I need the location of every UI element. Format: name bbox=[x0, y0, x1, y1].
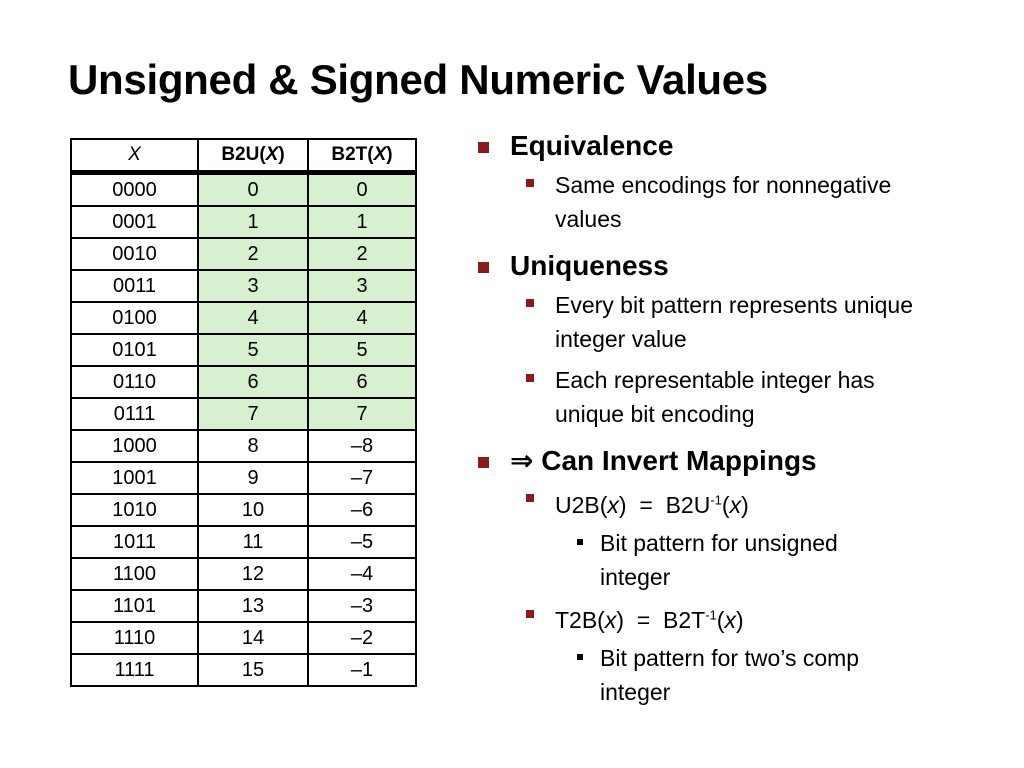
bullet-square-icon bbox=[526, 374, 534, 382]
cell-twos-comp: –4 bbox=[308, 558, 416, 590]
cell-unsigned: 13 bbox=[198, 590, 308, 622]
cell-unsigned: 6 bbox=[198, 366, 308, 398]
cell-unsigned: 2 bbox=[198, 238, 308, 270]
t2b-formula: $T2B(x) = B2T^{-1}(x)$ bbox=[555, 607, 744, 634]
cell-unsigned: 7 bbox=[198, 398, 308, 430]
bullet-square-icon bbox=[526, 610, 534, 618]
table-row bbox=[71, 590, 416, 622]
bullet-uniqueness: Uniqueness bbox=[474, 248, 1014, 284]
cell-unsigned: 11 bbox=[198, 526, 308, 558]
sub-bullet-uniqueness-2: Each representable integer has unique bit encoding bbox=[474, 363, 1014, 431]
cell-twos-comp: –5 bbox=[308, 526, 416, 558]
table-row bbox=[71, 238, 416, 270]
bullet-square-icon bbox=[478, 262, 489, 273]
cell-twos-comp: –3 bbox=[308, 590, 416, 622]
cell-twos-comp: 5 bbox=[308, 334, 416, 366]
cell-unsigned: 10 bbox=[198, 494, 308, 526]
bullet-square-icon bbox=[526, 299, 534, 307]
cell-unsigned: 14 bbox=[198, 622, 308, 654]
cell-bits: 1111 bbox=[71, 654, 198, 686]
cell-unsigned: 12 bbox=[198, 558, 308, 590]
cell-unsigned: 0 bbox=[198, 173, 308, 207]
cell-bits: 0111 bbox=[71, 398, 198, 430]
cell-unsigned: 1 bbox=[198, 206, 308, 238]
cell-twos-comp: 7 bbox=[308, 398, 416, 430]
table-row bbox=[71, 622, 416, 654]
bullet-equivalence: Equivalence bbox=[474, 128, 1014, 164]
table-row bbox=[71, 173, 416, 207]
bullet-small-square-icon bbox=[577, 539, 583, 545]
table-row bbox=[71, 526, 416, 558]
table-header-row bbox=[71, 139, 416, 173]
cell-twos-comp: –1 bbox=[308, 654, 416, 686]
bullet-small-square-icon bbox=[577, 654, 583, 660]
bullet-square-icon bbox=[478, 142, 489, 153]
cell-bits: 1101 bbox=[71, 590, 198, 622]
bullet-square-icon bbox=[526, 494, 534, 502]
table-row bbox=[71, 206, 416, 238]
cell-bits: 0010 bbox=[71, 238, 198, 270]
sub-bullet-t2b bbox=[474, 599, 1014, 638]
sub-sub-bullet-t2b: Bit pattern for two’s comp integer bbox=[474, 641, 1014, 709]
bullet-list bbox=[474, 128, 1014, 709]
cell-twos-comp: 3 bbox=[308, 270, 416, 302]
header-b2u: B2U(X) bbox=[198, 139, 308, 173]
cell-unsigned: 15 bbox=[198, 654, 308, 686]
cell-twos-comp: 1 bbox=[308, 206, 416, 238]
cell-bits: 0001 bbox=[71, 206, 198, 238]
cell-unsigned: 5 bbox=[198, 334, 308, 366]
cell-bits: 1011 bbox=[71, 526, 198, 558]
table-row bbox=[71, 462, 416, 494]
bullet-invert-mappings: ⇒ Can Invert Mappings bbox=[474, 443, 1014, 479]
cell-bits: 0110 bbox=[71, 366, 198, 398]
sub-bullet-u2b bbox=[474, 483, 1014, 522]
cell-bits: 1010 bbox=[71, 494, 198, 526]
cell-bits: 0011 bbox=[71, 270, 198, 302]
encoding-table bbox=[70, 138, 417, 687]
cell-bits: 1001 bbox=[71, 462, 198, 494]
bullet-square-icon bbox=[478, 457, 489, 468]
cell-twos-comp: 6 bbox=[308, 366, 416, 398]
table-row bbox=[71, 398, 416, 430]
sub-bullet-uniqueness-1: Every bit pattern represents unique integer value bbox=[474, 288, 1014, 356]
header-b2t: B2T(X) bbox=[308, 139, 416, 173]
table-row bbox=[71, 302, 416, 334]
cell-bits: 1100 bbox=[71, 558, 198, 590]
cell-unsigned: 9 bbox=[198, 462, 308, 494]
cell-bits: 0101 bbox=[71, 334, 198, 366]
sub-sub-bullet-u2b: Bit pattern for unsigned integer bbox=[474, 526, 1014, 594]
table-row bbox=[71, 558, 416, 590]
implies-arrow-icon: ⇒ bbox=[510, 445, 534, 476]
cell-bits: 0100 bbox=[71, 302, 198, 334]
cell-twos-comp: –2 bbox=[308, 622, 416, 654]
table-row bbox=[71, 366, 416, 398]
table-row bbox=[71, 430, 416, 462]
table-row bbox=[71, 270, 416, 302]
cell-unsigned: 8 bbox=[198, 430, 308, 462]
cell-twos-comp: 0 bbox=[308, 173, 416, 207]
header-x: X bbox=[71, 139, 198, 173]
bullet-square-icon bbox=[526, 179, 534, 187]
cell-bits: 1000 bbox=[71, 430, 198, 462]
cell-twos-comp: –8 bbox=[308, 430, 416, 462]
cell-twos-comp: –6 bbox=[308, 494, 416, 526]
cell-bits: 1110 bbox=[71, 622, 198, 654]
sub-bullet-equivalence: Same encodings for nonnegative values bbox=[474, 168, 1014, 236]
cell-twos-comp: 4 bbox=[308, 302, 416, 334]
cell-unsigned: 3 bbox=[198, 270, 308, 302]
cell-bits: 0000 bbox=[71, 173, 198, 207]
table-row bbox=[71, 494, 416, 526]
table-row bbox=[71, 334, 416, 366]
cell-twos-comp: –7 bbox=[308, 462, 416, 494]
cell-unsigned: 4 bbox=[198, 302, 308, 334]
u2b-formula: $U2B(x) = B2U^{-1}(x)$ bbox=[555, 491, 749, 518]
table-row bbox=[71, 654, 416, 686]
slide-title: Unsigned & Signed Numeric Values bbox=[68, 56, 768, 103]
cell-twos-comp: 2 bbox=[308, 238, 416, 270]
